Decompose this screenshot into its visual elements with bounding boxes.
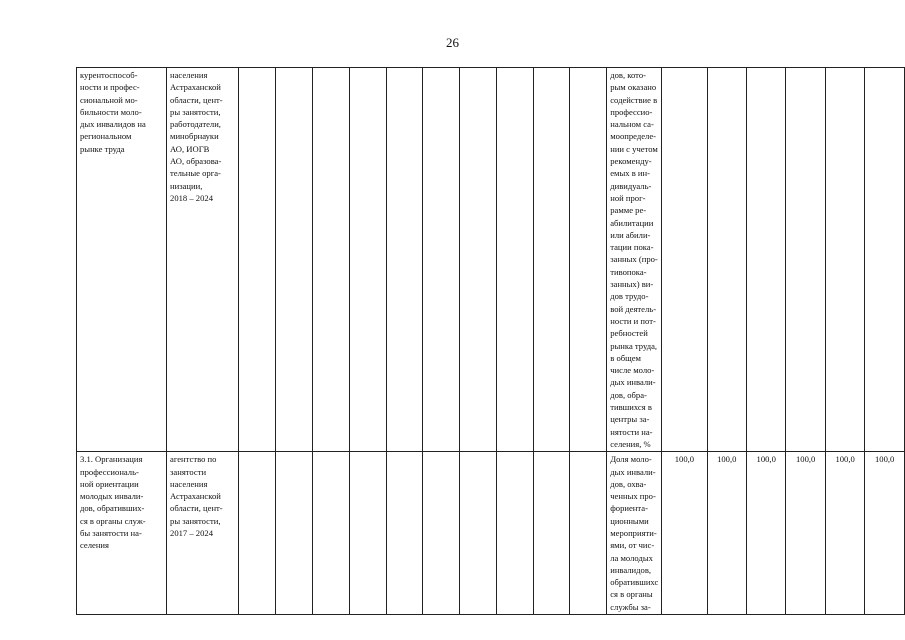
executor-cell: агентство по занятости населения Астраханской области, цент- ры занятости, 2017 – 2024 <box>167 452 239 615</box>
empty-cell <box>276 68 313 452</box>
value-cell: 100,0 <box>707 452 746 615</box>
empty-cell <box>570 68 607 452</box>
empty-cell <box>239 452 276 615</box>
empty-cell <box>386 68 423 452</box>
empty-cell <box>349 452 386 615</box>
value-cell <box>825 68 864 452</box>
empty-cell <box>460 452 497 615</box>
indicator-cell: дов, кото- рым оказано содействие в профессио- нальном са- моопределе- нии с учетом рекоменду- емых в ин- дивидуаль- ной прог- рамме ре- абилитации или абили- тации пока- занных (про- тивопока- занных) ви- дов трудо- вой деятель- ности и пот- ребностей рынка труда, в общем числе моло- дых инвали- дов, обра- тившихся в центры за- нятости на- селения, % <box>607 68 662 452</box>
empty-cell <box>423 452 460 615</box>
page-number: 26 <box>446 35 459 50</box>
value-cell: 100,0 <box>865 452 905 615</box>
empty-cell <box>312 68 349 452</box>
task-cell: курентоспособ- ности и профес- сиональной мо- бильности моло- дых инвалидов на региональном рынке труда <box>77 68 167 452</box>
value-cell: 100,0 <box>662 452 707 615</box>
indicator-cell: Доля моло- дых инвали- дов, охва- ченных про- фориента- ционными мероприяти- ями, от чис- ла молодых инвалидов, обратившихс ся в органы службы за- <box>607 452 662 615</box>
value-cell: 100,0 <box>746 452 785 615</box>
value-cell <box>865 68 905 452</box>
value-cell: 100,0 <box>786 452 825 615</box>
program-table <box>76 67 905 615</box>
empty-cell <box>533 452 570 615</box>
table-row <box>77 452 905 615</box>
task-cell: 3.1. Организация профессиональ- ной ориентации молодых инвали- дов, обративших- ся в органы служ- бы занятости на- селения <box>77 452 167 615</box>
empty-cell <box>460 68 497 452</box>
executor-cell: населения Астраханской области, цент- ры занятости, работодатели, минобрнауки АО, ИОГВ АО, образова- тельные орга- низации, 2018 – 2024 <box>167 68 239 452</box>
value-cell <box>746 68 785 452</box>
empty-cell <box>533 68 570 452</box>
empty-cell <box>239 68 276 452</box>
empty-cell <box>386 452 423 615</box>
value-cell <box>662 68 707 452</box>
empty-cell <box>349 68 386 452</box>
empty-cell <box>312 452 349 615</box>
empty-cell <box>276 452 313 615</box>
empty-cell <box>570 452 607 615</box>
empty-cell <box>496 68 533 452</box>
value-cell: 100,0 <box>825 452 864 615</box>
empty-cell <box>496 452 533 615</box>
empty-cell <box>423 68 460 452</box>
value-cell <box>786 68 825 452</box>
table-row <box>77 68 905 452</box>
value-cell <box>707 68 746 452</box>
